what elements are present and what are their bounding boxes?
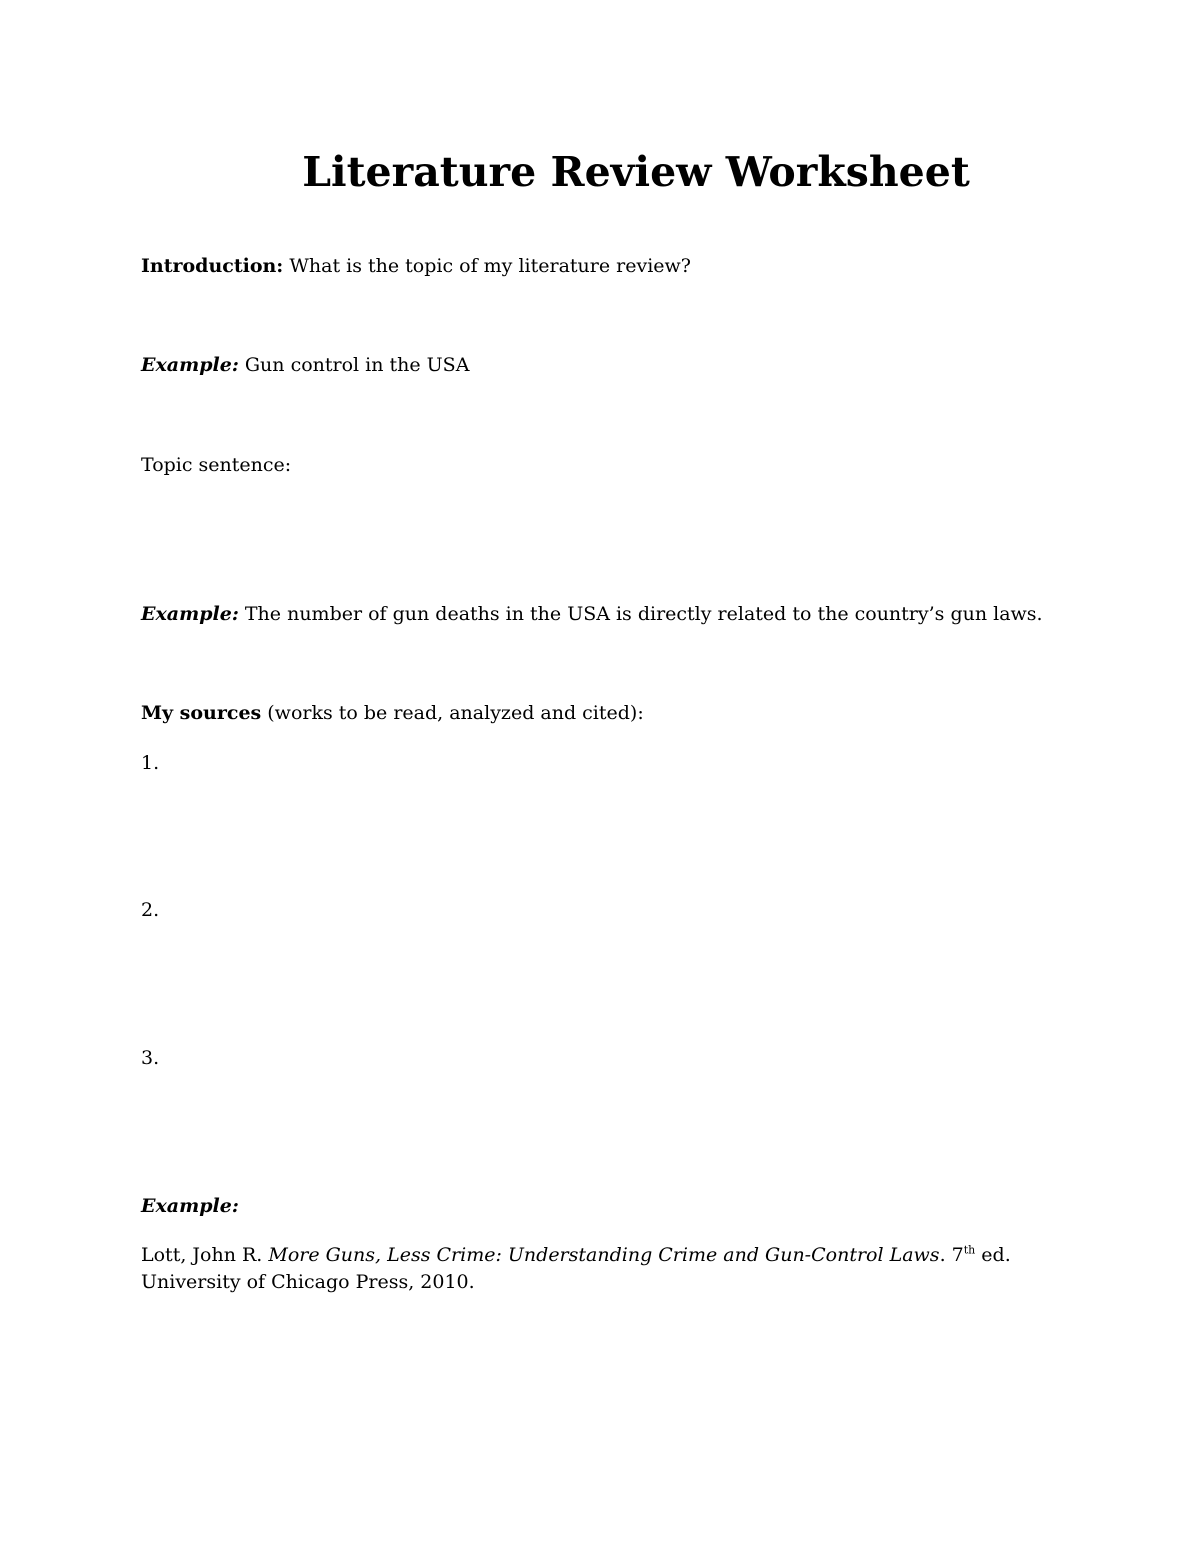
topic-sentence-label: Topic sentence: <box>141 454 292 476</box>
citation-book-title: More Guns, Less Crime: Understanding Crime and Gun-Control Laws <box>268 1244 940 1266</box>
example-sentence-text: The number of gun deaths in the USA is directly related to the country’s gun laws. <box>238 603 1043 625</box>
introduction-question: What is the topic of my literature review? <box>283 255 691 277</box>
example-citation-label: Example: <box>141 1195 239 1217</box>
page-title: Literature Review Worksheet <box>302 148 970 196</box>
source-item-1: 1. <box>141 752 160 774</box>
citation-edition-superscript: th <box>963 1243 976 1257</box>
example-sentence-line <box>141 602 1043 626</box>
sources-heading-line <box>141 701 644 725</box>
citation-after-title: . 7 <box>939 1244 964 1266</box>
citation-line-1 <box>141 1243 1011 1267</box>
example-sentence-label: Example: <box>141 603 239 625</box>
citation-edition-suffix: ed. <box>975 1244 1011 1266</box>
source-item-3: 3. <box>141 1047 160 1069</box>
example-topic-line <box>141 353 469 377</box>
sources-label: My sources <box>141 702 262 724</box>
introduction-line <box>141 254 691 278</box>
introduction-label: Introduction: <box>141 255 284 277</box>
sources-description: (works to be read, analyzed and cited): <box>261 702 644 724</box>
example-topic-label: Example: <box>141 354 239 376</box>
citation-publisher-line: University of Chicago Press, 2010. <box>141 1271 475 1293</box>
citation-author: Lott, John R. <box>141 1244 269 1266</box>
example-topic-text: Gun control in the USA <box>238 354 470 376</box>
source-item-2: 2. <box>141 899 160 921</box>
